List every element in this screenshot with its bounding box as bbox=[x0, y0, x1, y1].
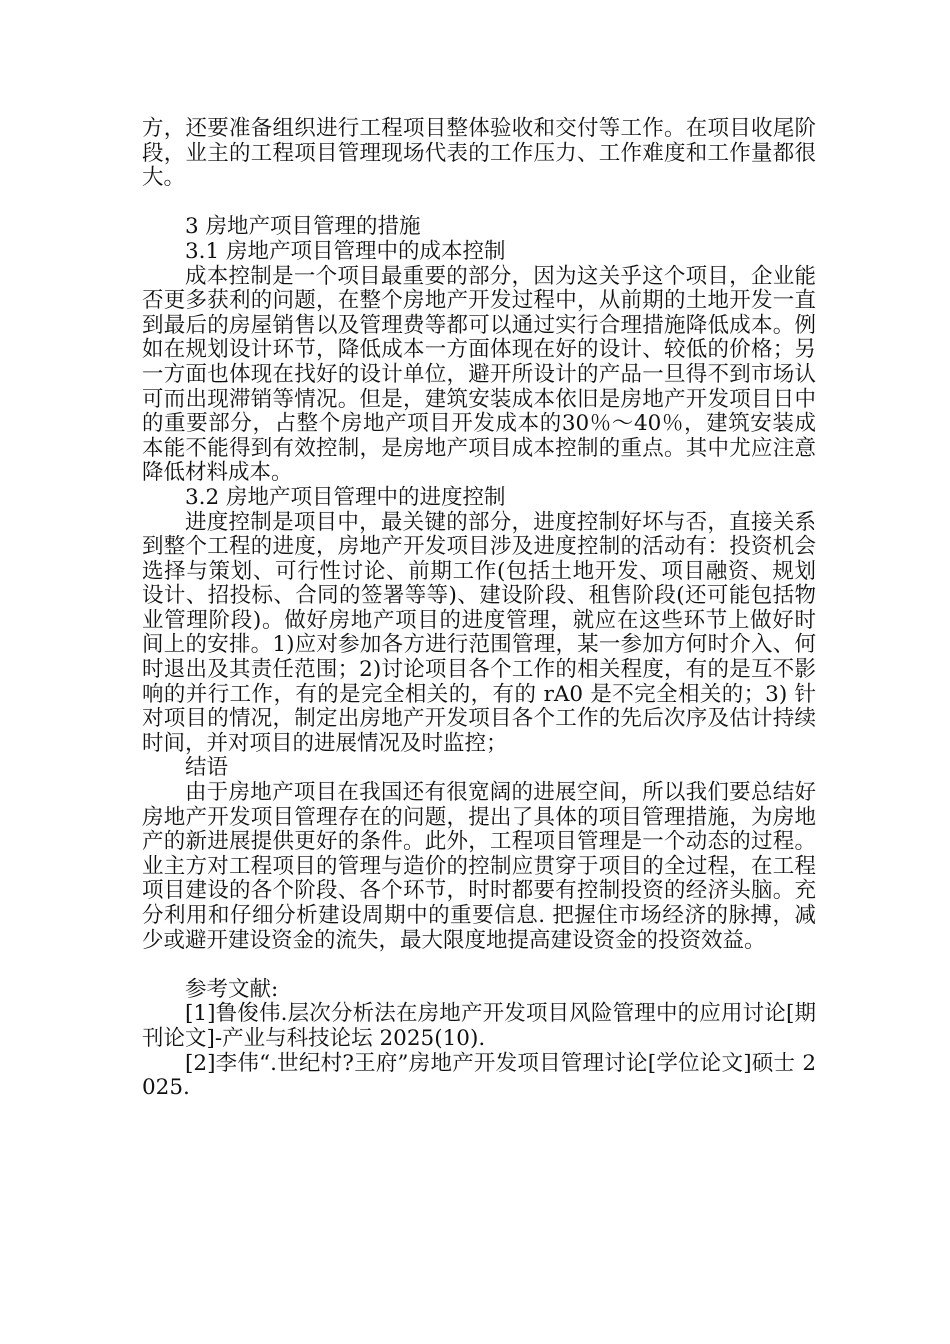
paragraph-continuation: 方，还要准备组织进行工程项目整体验收和交付等工作。在项目收尾阶段，业主的工程项目管理现场代表的工作压力、工作难度和工作量都很大。 bbox=[142, 116, 816, 191]
subsection-heading-3-2: 3.2 房地产项目管理中的进度控制 bbox=[185, 484, 506, 510]
reference-item-2: [2]李伟“.世纪村?王府”房地产开发项目管理讨论[学位论文]硕士 2025. bbox=[142, 1050, 816, 1101]
reference-item-1: [1]鲁俊伟.层次分析法在房地产开发项目风险管理中的应用讨论[期刊论文]-产业与科技论坛 2025(10). bbox=[142, 1001, 816, 1051]
subsection-heading-3-1: 3.1 房地产项目管理中的成本控制 bbox=[185, 238, 506, 264]
paragraph-cost-control: 成本控制是一个项目最重要的部分，因为这关乎这个项目，企业能否更多获利的问题，在整个房地产开发过程中，从前期的土地开发一直到最后的房屋销售以及管理费等都可以通过实行合理措施降低成本。例如在规划设计环节，降低成本一方面体现在好的设计、较低的价格；另一方面也体现在找好的设计单位，避开所设计的产品一旦得不到市场认可而出现滞销等情况。但是，建筑安装成本依旧是房地产开发项目日中的重要部分，占整个房地产项目开发成本的30％～40％，建筑安装成本能不能得到有效控制，是房地产项目成本控制的重点。其中尤应注意降低材料成本。 bbox=[142, 263, 816, 486]
section-heading-3: 3 房地产项目管理的措施 bbox=[185, 214, 421, 240]
conclusion-heading: 结语 bbox=[185, 755, 229, 781]
document-page bbox=[142, 117, 816, 1101]
paragraph-conclusion: 由于房地产项目在我国还有很宽阔的进展空间，所以我们要总结好房地产开发项目管理存在的问题，提出了具体的项目管理措施，为房地产的新进展提供更好的条件。此外，工程项目管理是一个动态的过程。业主方对工程项目的管理与造价的控制应贯穿于项目的全过程，在工程项目建设的各个阶段、各个环节，时时都要有控制投资的经济头脑。充分利用和仔细分析建设周期中的重要信息. 把握住市场经济的脉搏，减少或避开建设资金的流失，最大限度地提高建设资金的投资效益。 bbox=[142, 780, 816, 953]
paragraph-schedule-control: 进度控制是项目中，最关键的部分，进度控制好坏与否，直接关系到整个工程的进度，房地产开发项目涉及进度控制的活动有：投资机会选择与策划、可行性讨论、前期工作(包括土地开发、项目融资、规划设计、招投标、合同的签署等等)、建设阶段、租售阶段(还可能包括物业管理阶段)。做好房地产项目的进度管理，就应在这些环节上做好时间上的安排。1)应对参加各方进行范围管理，某一参加方何时介入、何时退出及其责任范围；2)讨论项目各个工作的相关程度，有的是互不影响的并行工作，有的是完全相关的，有的 rA0 是不完全相关的；3) 针对项目的情况，制定出房地产开发项目各个工作的先后次序及估计持续时间，并对项目的进展情况及时监控； bbox=[142, 509, 816, 756]
references-heading: 参考文献: bbox=[185, 976, 279, 1002]
